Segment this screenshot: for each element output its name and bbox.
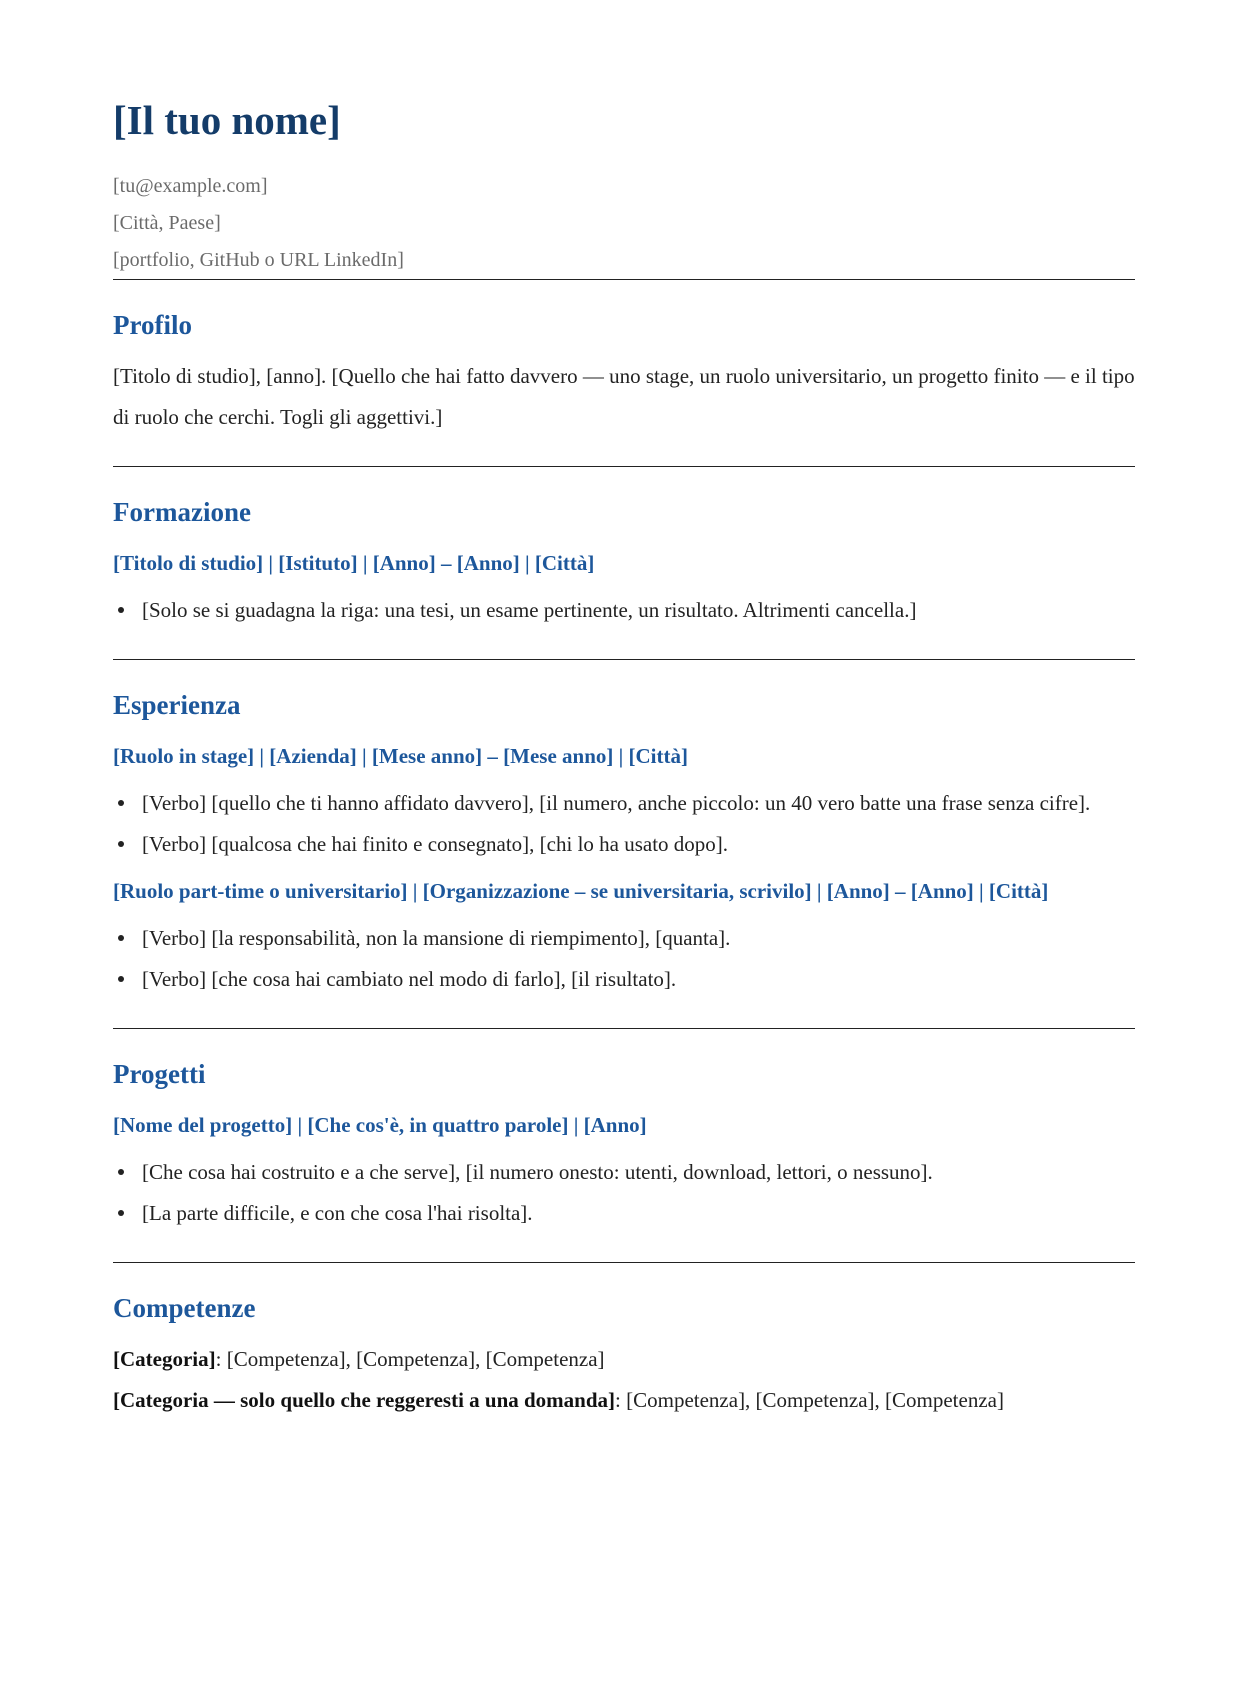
list-item: [113, 918, 1135, 959]
project-entry-head: [Nome del progetto] | [Che cos'è, in quattro parole] | [Anno]: [113, 1113, 647, 1137]
section-title-education: Formazione: [113, 497, 251, 527]
list-item: [113, 590, 1135, 631]
bullet-text: [Verbo] [qualcosa che hai finito e consegnato], [chi lo ha usato dopo].: [142, 832, 729, 856]
bullet-icon: [118, 800, 124, 806]
bullet-text: [Verbo] [quello che ti hanno affidato davvero], [il numero, anche piccolo: un 40 vero batte una frase senza cifre].: [142, 791, 1091, 815]
contact-location: [Città, Paese]: [113, 212, 221, 234]
projects-section: [113, 1029, 1135, 1262]
section-title-profile: Profilo: [113, 310, 192, 340]
skills-section: [113, 1263, 1135, 1449]
list-item: [113, 824, 1135, 865]
bullet-icon: [118, 935, 124, 941]
profile-text: [Titolo di studio], [anno]. [Quello che hai fatto davvero — uno stage, un ruolo universitario, un progetto finito — e il tipo di ruolo che cerchi. Togli gli aggettivi.]: [113, 364, 1135, 429]
section-title-experience: Esperienza: [113, 690, 241, 720]
experience-section: [113, 660, 1135, 1028]
contact-links: [portfolio, GitHub o URL LinkedIn]: [113, 249, 404, 271]
experience-entry-head: [Ruolo part-time o universitario] | [Organizzazione – se universitaria, scrivilo] | [Anno] – [Anno] | [Città]: [113, 879, 1049, 903]
skill-row: [113, 1380, 1135, 1421]
resume-content: [113, 97, 1135, 1449]
skill-category: [Categoria]: [113, 1347, 216, 1371]
bullet-icon: [118, 1169, 124, 1175]
bullet-icon: [118, 1210, 124, 1216]
candidate-name: [Il tuo nome]: [113, 97, 341, 143]
bullet-text: [Che cosa hai costruito e a che serve], [il numero onesto: utenti, download, lettori, o nessuno].: [142, 1160, 933, 1184]
skill-category: [Categoria — solo quello che reggeresti a una domanda]: [113, 1388, 616, 1412]
list-item: [113, 959, 1135, 1000]
contact-email: [tu@example.com]: [113, 175, 268, 197]
education-entry-head: [Titolo di studio] | [Istituto] | [Anno] – [Anno] | [Città]: [113, 551, 595, 575]
list-item: [113, 1152, 1135, 1193]
contact-block: [113, 168, 1135, 279]
bullet-icon: [118, 607, 124, 613]
education-bullets: [113, 590, 1135, 631]
section-title-projects: Progetti: [113, 1059, 206, 1089]
skill-values: : [Competenza], [Competenza], [Competenza]: [215, 1347, 605, 1371]
bullet-text: [La parte difficile, e con che cosa l'hai risolta].: [142, 1201, 533, 1225]
bullet-text: [Solo se si guadagna la riga: una tesi, un esame pertinente, un risultato. Altrimenti cancella.]: [142, 598, 917, 622]
experience-bullets: [113, 918, 1135, 1000]
list-item: [113, 783, 1135, 824]
project-bullets: [113, 1152, 1135, 1234]
bullet-icon: [118, 976, 124, 982]
education-section: [113, 467, 1135, 659]
section-title-skills: Competenze: [113, 1293, 256, 1323]
experience-entry-head: [Ruolo in stage] | [Azienda] | [Mese anno] – [Mese anno] | [Città]: [113, 744, 688, 768]
experience-bullets: [113, 783, 1135, 865]
skill-values: : [Competenza], [Competenza], [Competenza]: [615, 1388, 1004, 1412]
bullet-text: [Verbo] [che cosa hai cambiato nel modo di farlo], [il risultato].: [142, 967, 677, 991]
bullet-text: [Verbo] [la responsabilità, non la mansione di riempimento], [quanta].: [142, 926, 731, 950]
bullet-icon: [118, 841, 124, 847]
skill-row: [113, 1339, 1135, 1380]
profile-section: [113, 280, 1135, 466]
list-item: [113, 1193, 1135, 1234]
